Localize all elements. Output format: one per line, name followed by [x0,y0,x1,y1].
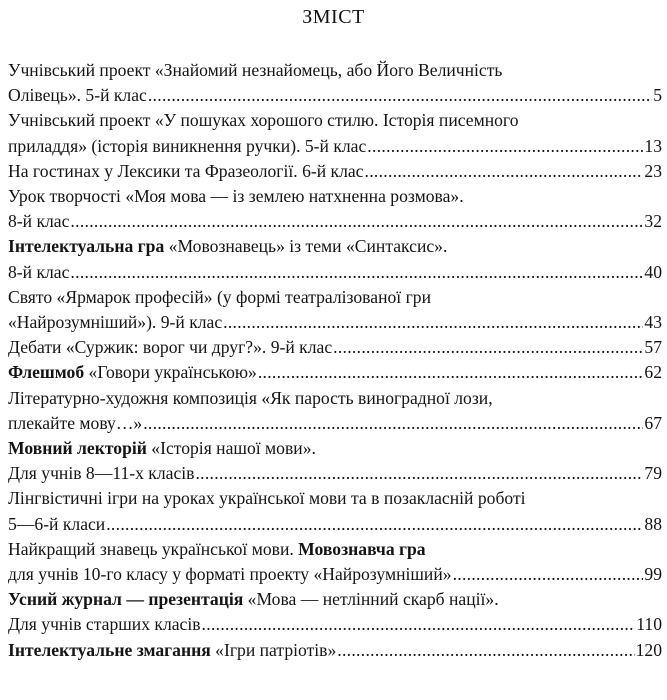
dot-leader [148,83,652,108]
toc-entry-last-line [8,638,662,663]
toc-entry-text [8,512,105,537]
toc-entry-last-line [8,612,662,637]
toc-entry-last-line [8,562,662,587]
toc-entry-text [8,411,142,436]
toc-entry-last-line [8,335,662,360]
toc-entry-segment: для учнів 10-го класу у форматі проекту «Найрозумніший» [8,564,452,585]
toc-entry-last-line [8,134,662,159]
page-number: 110 [636,614,662,635]
toc-entry-segment: Учнівський проект «У пошуках хорошого стилю. Історія писемного [8,110,519,131]
dot-leader [333,335,643,360]
toc-entry-line [8,486,662,511]
toc-entry-text [8,310,222,335]
toc-entry-segment: «Мовознавець» із теми «Синтаксис». [164,236,448,257]
page-number: 67 [644,412,662,433]
dot-leader [258,360,644,385]
toc-entry-line [8,184,662,209]
toc-entry-text [8,186,464,206]
toc-entry [8,108,662,158]
page-number: 120 [635,639,662,660]
toc-entry-text [8,360,257,385]
toc-entry-line [8,58,662,83]
toc-entry-segment: На гостинах у Лексики та Фразеології. 6-й клас [8,160,364,181]
toc-entry-segment: «Говори українською» [84,362,257,383]
toc-entry [8,537,662,587]
dot-leader [202,612,636,637]
toc-entry-segment: Найкращий знавець української мови. [8,538,299,559]
toc-entry-segment: приладдя» (історія виникнення ручки). 5-й клас [8,135,367,156]
toc-entry-segment: Свято «Ярмарок професій» (у формі театралізованої гри [8,286,431,307]
toc-entry-text [8,589,499,609]
toc-entry [8,360,662,385]
page-number: 88 [644,513,662,534]
toc-entry-segment: Літературно-художня композиція «Як парость виноградної лози, [8,387,493,408]
toc-entry-line [8,537,662,562]
toc-entry [8,184,662,234]
toc-entry [8,486,662,536]
toc-entry-segment: Урок творчості «Моя мова — із землею натхненна розмова». [8,186,464,207]
toc-entry [8,638,662,663]
toc-entry-bold-text: Флешмоб [8,362,85,383]
page-number: 40 [644,261,662,282]
toc-entry-line [8,285,662,310]
toc-entry-bold-text: Інтелектуальна гра [8,236,165,257]
toc-entry [8,159,662,184]
toc-entry-last-line [8,83,662,108]
toc-entry-bold-text: Мовознавча гра [298,538,426,559]
dot-leader [143,411,643,436]
toc-entry-text [8,612,201,637]
toc-entry-segment: 5—6-й класи [8,513,106,534]
toc-entry-segment: Дебати «Суржик: ворог чи друг?». 9-й клас [8,337,333,358]
dot-leader [106,512,643,537]
toc-entry-text [8,260,69,285]
toc-entry-text [8,388,493,408]
toc-entry-text [8,287,431,307]
dot-leader [365,159,644,184]
dot-leader [70,260,643,285]
toc-entry-line [8,234,662,259]
page-number: 99 [644,564,662,585]
toc-entry [8,335,662,360]
toc-entry-last-line [8,260,662,285]
page-number: 32 [644,211,662,232]
page-number: 13 [644,135,662,156]
toc-entry-text [8,134,366,159]
toc-entry-last-line [8,512,662,537]
page-number: 5 [653,85,662,106]
page-number: 79 [644,463,662,484]
toc-entry-last-line [8,159,662,184]
page-number: 57 [644,337,662,358]
toc-entry-bold-text: Мовний лекторій [8,438,147,459]
toc-entry-text [8,562,452,587]
dot-leader [337,638,634,663]
toc-entry-segment: плекайте мову…» [8,412,143,433]
toc-entry-bold-text: Інтелектуальне змагання [8,639,211,660]
page-number: 23 [644,160,662,181]
toc-entry-segment: Олівець». 5-й клас [8,85,147,106]
toc-entry [8,436,662,486]
dot-leader [453,562,644,587]
toc-entry-line [8,386,662,411]
toc-entry-segment: Для учнів 8—11-х класів [8,463,195,484]
dot-leader [195,461,643,486]
toc-entry-text [8,335,332,360]
toc-entry-segment: «Найрозумніший»). 9-й клас [8,312,223,333]
toc-entry-text [8,488,526,508]
dot-leader [367,134,643,159]
toc-entry-text [8,110,519,130]
toc-entry-segment: «Історія нашої мови». [146,438,316,459]
dot-leader [223,310,643,335]
toc-entry-text [8,83,147,108]
toc-entry [8,386,662,436]
toc-entry [8,234,662,284]
toc-entry-segment: «Мова — нетлінний скарб нації». [243,589,499,610]
toc-entry [8,587,662,637]
page-number: 43 [644,312,662,333]
toc-entry-last-line [8,360,662,385]
toc-entry-last-line [8,209,662,234]
toc-entry-segment: 8-й клас [8,261,70,282]
toc-entry-last-line [8,310,662,335]
toc-entry-text [8,236,447,256]
toc-entry [8,58,662,108]
toc-entry-line [8,108,662,133]
toc-entry-segment: Для учнів старших класів [8,614,201,635]
dot-leader [70,209,643,234]
table-of-contents [8,58,662,663]
toc-entry-text [8,209,69,234]
toc-entry-last-line [8,461,662,486]
toc-entry-bold-text: Усний журнал — презентація [8,589,244,610]
toc-entry-text [8,461,194,486]
toc-entry-text [8,438,316,458]
page-title: ЗМІСТ [302,6,365,28]
toc-entry [8,285,662,335]
toc-entry-segment: 8-й клас [8,211,70,232]
toc-entry-text [8,638,336,663]
toc-entry-line [8,587,662,612]
toc-entry-segment: Учнівський проект «Знайомий незнайомець, або Його Величність [8,60,503,80]
toc-entry-segment: «Ігри патріотів» [210,639,337,660]
toc-entry-text [8,539,426,559]
toc-entry-segment: Лінгвістичні ігри на уроках української мови та в позакласній роботі [8,488,526,509]
toc-entry-text [8,60,502,80]
toc-entry-line [8,436,662,461]
toc-entry-text [8,159,364,184]
toc-entry-last-line [8,411,662,436]
page-number: 62 [644,362,662,383]
